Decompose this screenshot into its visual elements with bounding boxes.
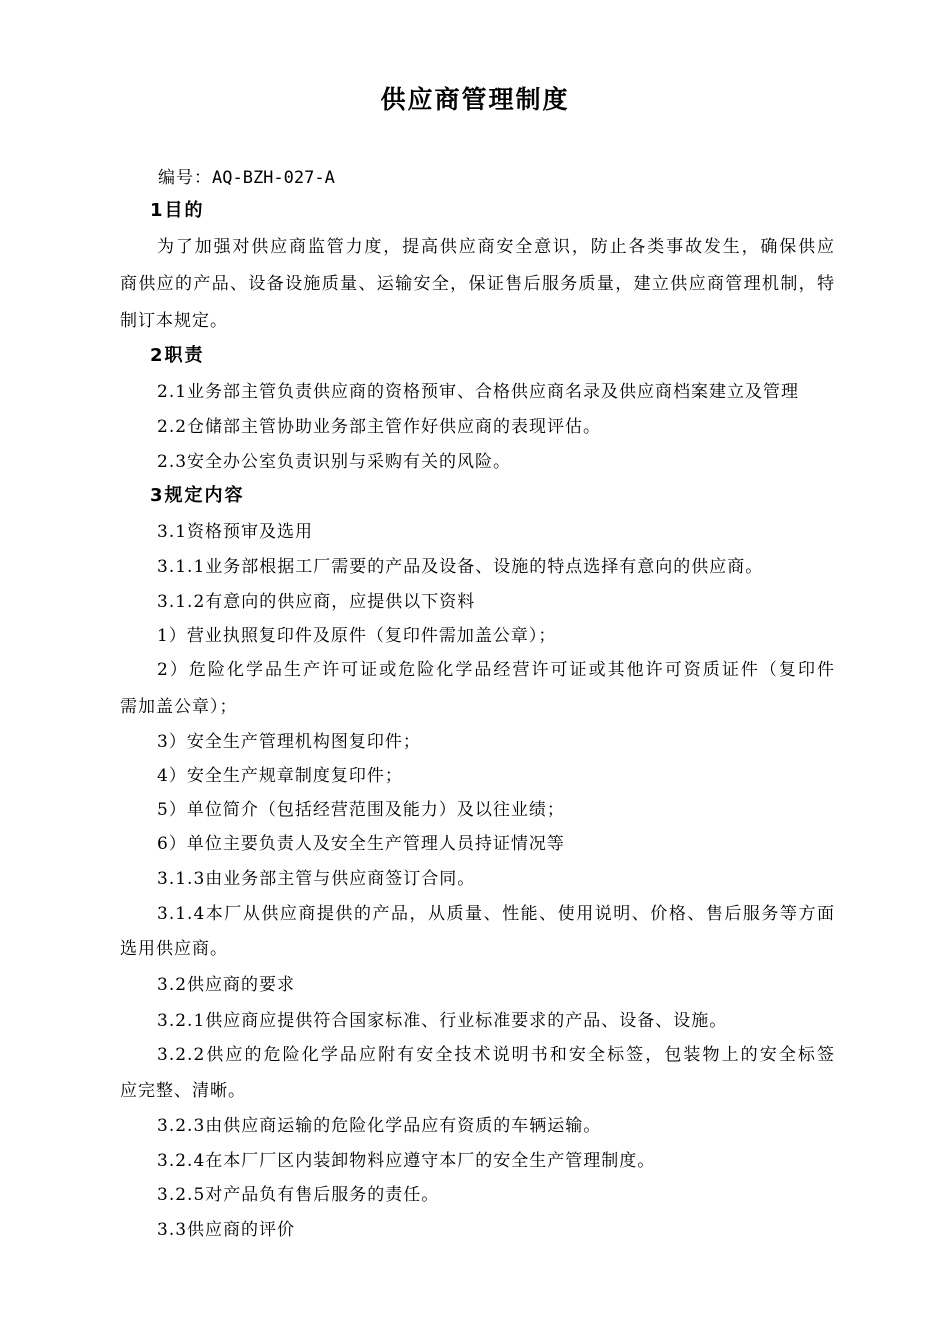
list-item-4: 4）安全生产规章制度复印件； — [157, 766, 403, 786]
clause-3-1-4-line-2: 选用供应商。 — [120, 939, 228, 959]
clause-2-2: 2.2仓储部主管协助业务部主管作好供应商的表现评估。 — [157, 417, 602, 437]
clause-3-1-3: 3.1.3由业务部主管与供应商签订合同。 — [157, 869, 476, 889]
list-item-3: 3）安全生产管理机构图复印件； — [157, 732, 421, 752]
list-item-2-line-1: 2）危险化学品生产许可证或危险化学品经营许可证或其他许可资质证件（复印件 — [157, 660, 835, 680]
list-item-5: 5）单位简介（包括经营范围及能力）及以往业绩； — [157, 800, 565, 820]
section-2-heading: 2职责 — [150, 345, 205, 366]
clause-2-3: 2.3安全办公室负责识别与采购有关的风险。 — [157, 452, 512, 472]
list-item-6: 6）单位主要负责人及安全生产管理人员持证情况等 — [157, 834, 565, 854]
clause-3-2-2-line-1: 3.2.2供应的危险化学品应附有安全技术说明书和安全标签，包装物上的安全标签 — [157, 1045, 835, 1065]
clause-3-2-1: 3.2.1供应商应提供符合国家标准、行业标准要求的产品、设备、设施。 — [157, 1011, 728, 1031]
clause-3-3: 3.3供应商的评价 — [157, 1220, 296, 1240]
clause-3-1-4-line-1: 3.1.4本厂从供应商提供的产品，从质量、性能、使用说明、价格、售后服务等方面 — [157, 904, 835, 924]
section-3-heading: 3规定内容 — [150, 485, 245, 506]
clause-3-2: 3.2供应商的要求 — [157, 975, 296, 995]
section-1-paragraph-line-2: 商供应的产品、设备设施质量、运输安全，保证售后服务质量，建立供应商管理机制，特 — [120, 274, 835, 294]
document-code-value: AQ-BZH-027-A — [212, 168, 335, 188]
document-code — [158, 166, 873, 190]
document-title: 供应商管理制度 — [380, 85, 570, 114]
clause-3-2-3: 3.2.3由供应商运输的危险化学品应有资质的车辆运输。 — [157, 1116, 602, 1136]
section-1-paragraph-line-1: 为了加强对供应商监管力度，提高供应商安全意识，防止各类事故发生，确保供应 — [157, 237, 835, 257]
clause-3-2-5: 3.2.5对产品负有售后服务的责任。 — [157, 1185, 440, 1205]
clause-3-1-1: 3.1.1业务部根据工厂需要的产品及设备、设施的特点选择有意向的供应商。 — [157, 557, 764, 577]
clause-3-1: 3.1资格预审及选用 — [157, 522, 314, 542]
section-1-paragraph-line-3: 制订本规定。 — [120, 311, 228, 331]
clause-3-2-4: 3.2.4在本厂厂区内装卸物料应遵守本厂的安全生产管理制度。 — [157, 1151, 656, 1171]
clause-3-1-2: 3.1.2有意向的供应商，应提供以下资料 — [157, 592, 476, 612]
clause-2-1: 2.1业务部主管负责供应商的资格预审、合格供应商名录及供应商档案建立及管理 — [157, 382, 800, 402]
section-1-heading: 1目的 — [150, 200, 205, 221]
document-code-label: 编号： — [158, 168, 212, 188]
clause-3-2-2-line-2: 应完整、清晰。 — [120, 1081, 246, 1101]
list-item-2-line-2: 需加盖公章）； — [120, 697, 238, 717]
list-item-1: 1）营业执照复印件及原件（复印件需加盖公章）； — [157, 626, 557, 646]
